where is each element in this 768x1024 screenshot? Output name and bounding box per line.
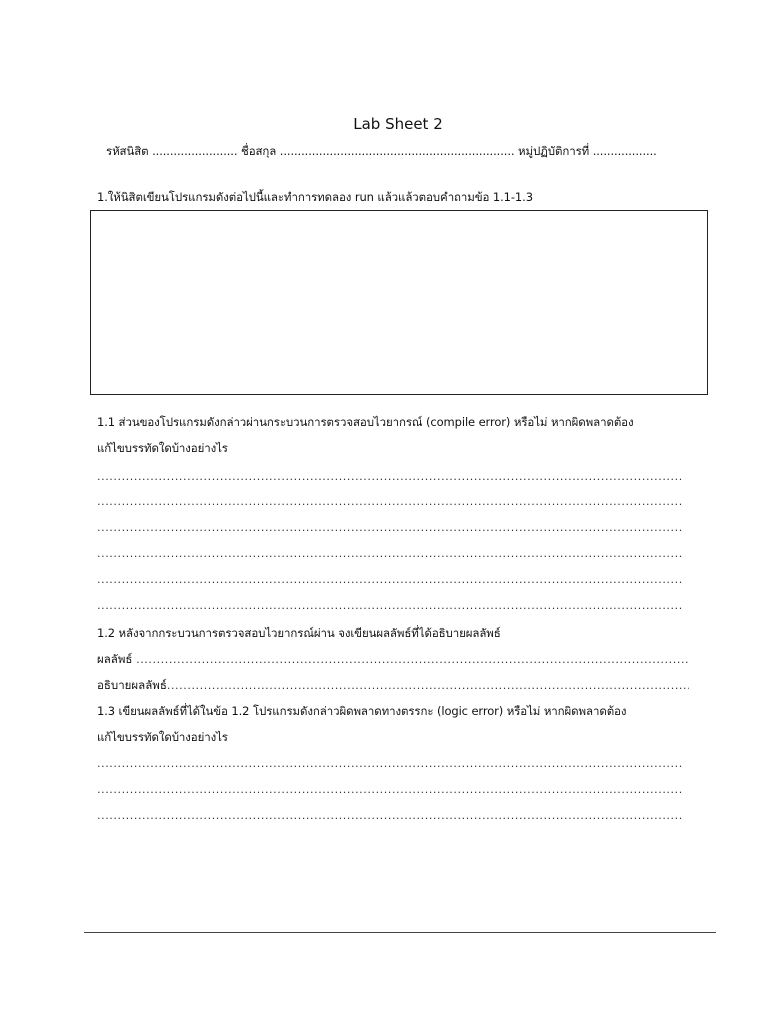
lab-group-field[interactable]: หมู่ปฏิบัติการที่ .................. [518,144,657,158]
answer-line[interactable] [97,783,683,796]
question-1-1-line-1: 1.1 ส่วนของโปรแกรมดังกล่าวผ่านกระบวนการตรวจสอบไวยากรณ์ (compile error) หรือไม่ หากผิดพลาดต้อง [97,415,634,429]
answer-line[interactable] [97,470,683,483]
answer-line[interactable] [97,495,683,508]
code-box [90,210,708,395]
result-label: ผลลัพธ์ [97,652,133,666]
question-1-3-line-2: แก้ไขบรรทัดใดบ้างอย่างไร [97,730,228,744]
question-1: 1.ให้นิสิตเขียนโปรแกรมดังต่อไปนี้และทำการทดลอง run แล้วแล้วตอบคำถามข้อ 1.1-1.3 [97,190,533,204]
explain-field[interactable] [97,677,689,695]
page-title: Lab Sheet 2 [353,115,443,133]
question-1-2: 1.2 หลังจากกระบวนการตรวจสอบไวยากรณ์ผ่าน จงเขียนผลลัพธ์ที่ได้อธิบายผลลัพธ์ [97,626,501,640]
answer-line[interactable] [97,757,683,770]
answer-line[interactable] [97,547,683,560]
result-field[interactable] [97,651,689,669]
answer-line[interactable] [97,599,683,612]
footer-rule [84,932,716,933]
question-1-3-line-1: 1.3 เขียนผลลัพธ์ที่ได้ในข้อ 1.2 โปรแกรมดังกล่าวผิดพลาดทางตรรกะ (logic error) หรือไม่ หากผิดพลาดต้อง [97,704,627,718]
full-name-field[interactable]: ชื่อสกุล .................................................................. [240,144,515,158]
answer-line[interactable] [97,809,683,822]
explain-label: อธิบายผลลัพธ์ [97,678,167,692]
answer-line[interactable] [97,521,683,534]
result-answer-line[interactable] [136,653,689,666]
answer-line[interactable] [97,573,683,586]
student-id-field[interactable]: รหัสนิสิต ........................ [106,144,238,158]
student-info-line [106,143,657,161]
question-1-1-line-2: แก้ไขบรรทัดใดบ้างอย่างไร [97,441,228,455]
explain-answer-line[interactable] [167,679,689,692]
